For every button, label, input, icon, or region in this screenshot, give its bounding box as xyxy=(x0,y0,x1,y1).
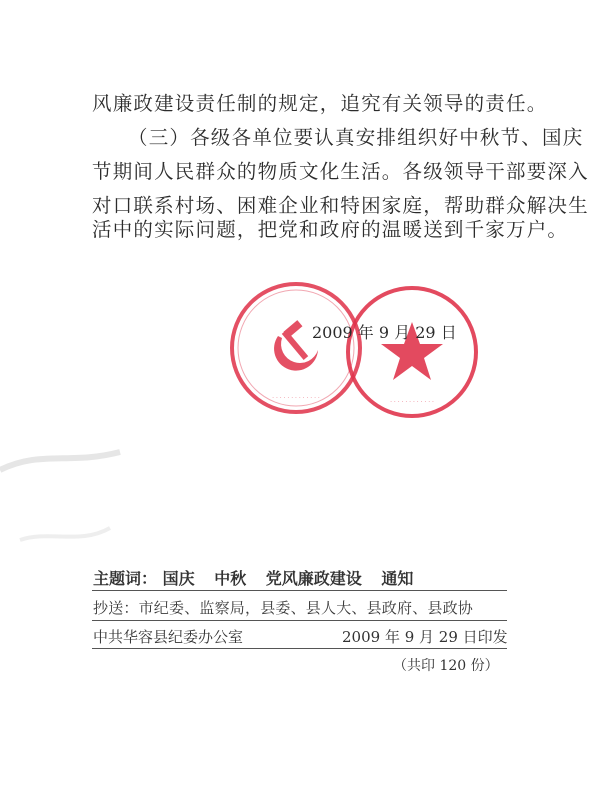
issue-date: 2009 年 9 月 29 日印发 xyxy=(342,628,508,646)
body-line-5: 活中的实际问题，把党和政府的温暖送到千家万户。 xyxy=(92,218,569,241)
footer-top-rule xyxy=(92,590,507,591)
svg-text:· · · · · · · · · · · · ·: · · · · · · · · · · · · · xyxy=(272,395,320,402)
issuing-office: 中共华容县纪委办公室 xyxy=(93,628,244,646)
cc-recipients: 抄送：市纪委、监察局，县委、县人大、县政府、县政协 xyxy=(93,599,474,617)
body-line-1: 风廉政建设责任制的规定，追究有关领导的责任。 xyxy=(92,92,548,115)
keyword: 党风廉政建设 xyxy=(265,569,362,588)
keywords-label: 主题词： xyxy=(93,569,158,588)
keyword: 国庆 xyxy=(162,569,195,588)
body-line-3: 节期间人民群众的物质文化生活。各级领导干部要深入 xyxy=(92,160,589,183)
keyword: 中秋 xyxy=(214,569,247,588)
footer-middle-rule xyxy=(92,620,507,621)
supervision-bureau-seal xyxy=(342,282,482,422)
print-copies: （共印 120 份） xyxy=(393,658,499,674)
document-date: 2009 年 9 月 29 日 xyxy=(312,323,457,342)
svg-text:· · · · · · · · · · · ·: · · · · · · · · · · · · xyxy=(390,399,434,406)
keyword: 通知 xyxy=(381,569,414,588)
subject-keywords xyxy=(93,566,427,589)
footer-bottom-rule xyxy=(92,648,507,649)
body-line-2: （三）各级各单位要认真安排组织好中秋节、国庆 xyxy=(128,126,584,149)
body-line-4: 对口联系村场、困难企业和特困家庭，帮助群众解决生 xyxy=(92,194,589,217)
